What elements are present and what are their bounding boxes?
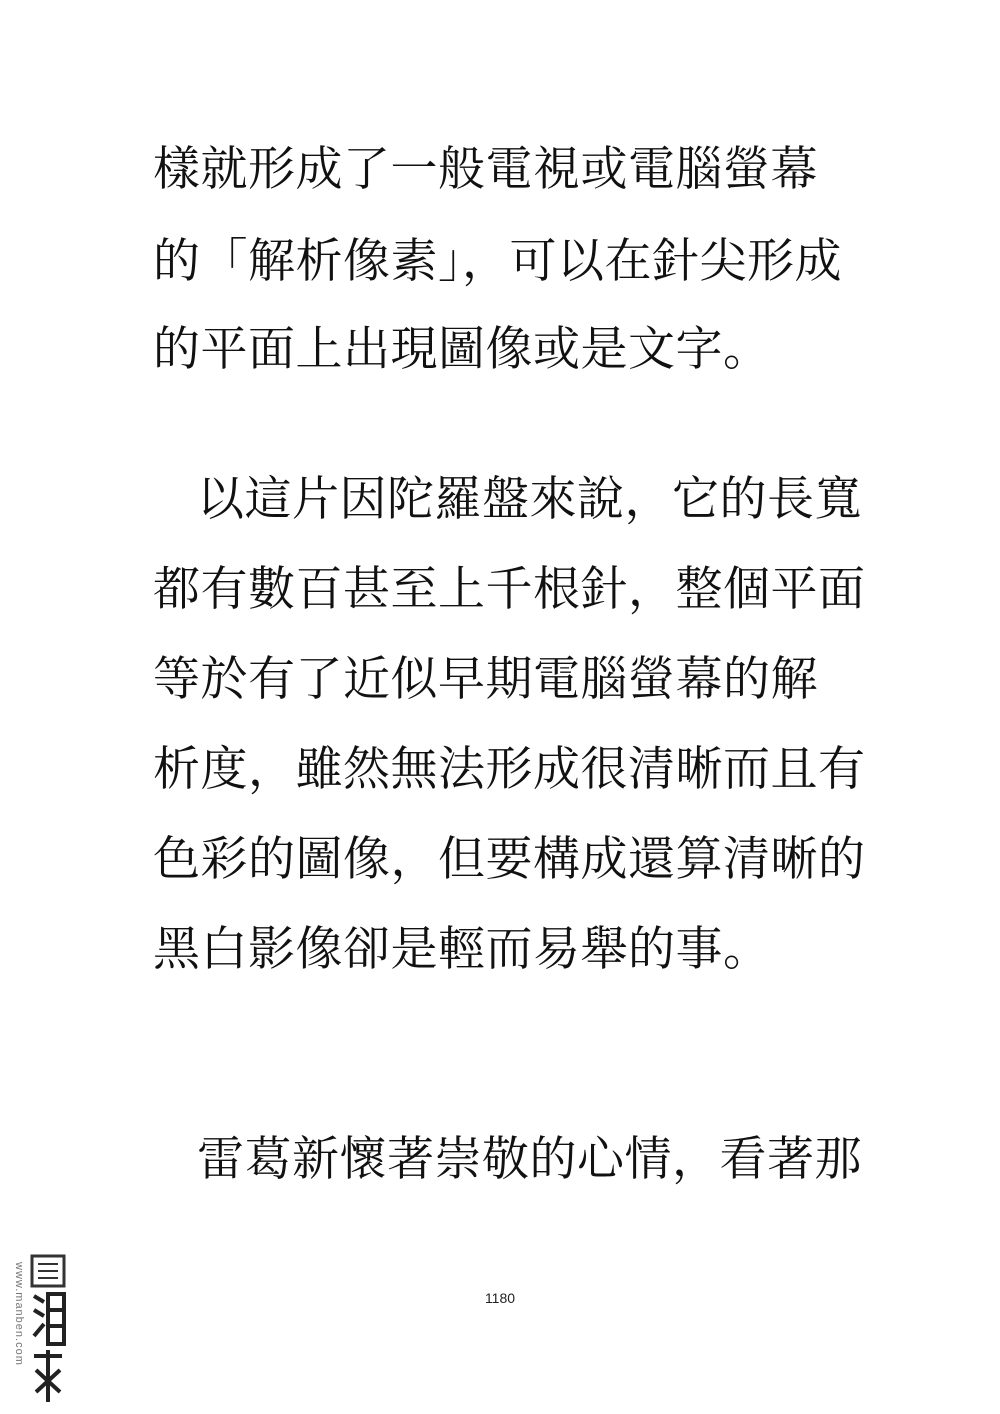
- text-line-10: 雷葛新懷著崇敬的心情，看著那: [197, 1132, 862, 1187]
- text-line-2: 的「解析像素」，可以在針尖形成: [153, 234, 842, 289]
- text-line-8: 色彩的圖像，但要構成還算清晰的: [153, 832, 866, 887]
- watermark-url: www.manben.com: [13, 1262, 25, 1366]
- manben-logo-icon: [28, 1252, 68, 1408]
- text-line-7: 析度，雖然無法形成很清晰而且有: [153, 742, 866, 797]
- text-line-1: 樣就形成了一般電視或電腦螢幕: [153, 142, 818, 197]
- text-line-3: 的平面上出現圖像或是文字。: [153, 322, 771, 377]
- text-line-9: 黑白影像卻是輕而易舉的事。: [153, 922, 771, 977]
- text-line-6: 等於有了近似早期電腦螢幕的解: [153, 652, 818, 707]
- text-line-4: 以這片因陀羅盤來說，它的長寬: [197, 472, 862, 527]
- page-number: 1180: [484, 1290, 516, 1306]
- text-line-5: 都有數百甚至上千根針，整個平面: [153, 562, 866, 617]
